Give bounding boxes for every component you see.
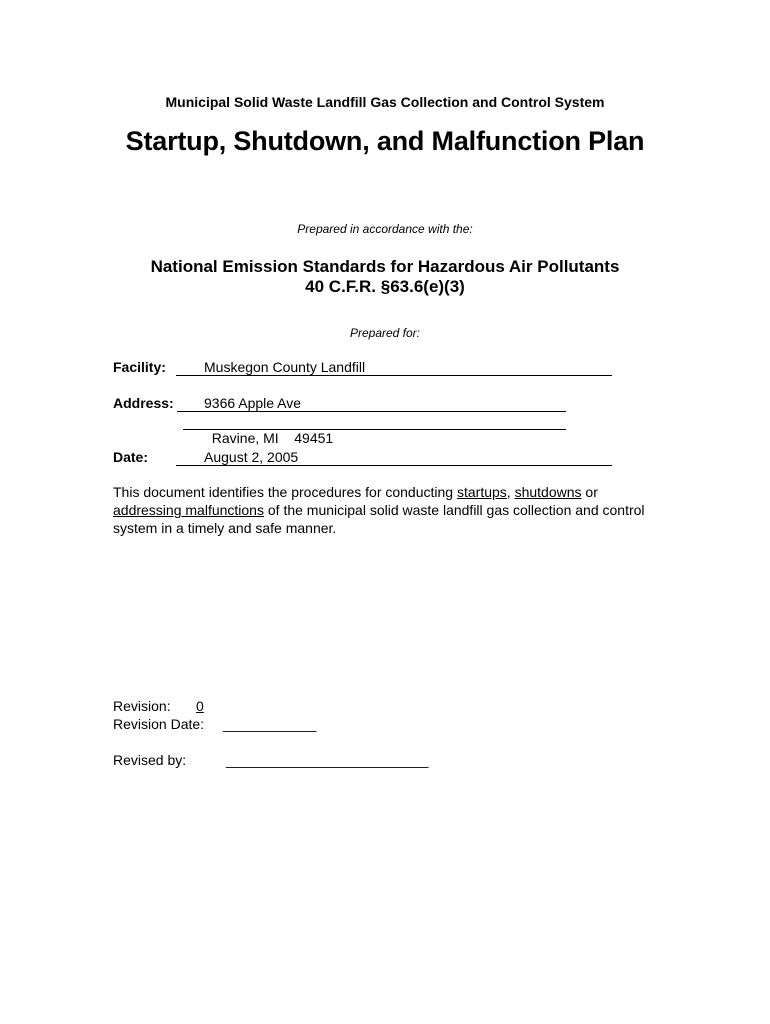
description-text: This document identifies the procedures for conducting xyxy=(113,484,457,500)
addressing-malfunctions-term: addressing malfunctions xyxy=(113,502,264,518)
document-title: Startup, Shutdown, and Malfunction Plan xyxy=(125,126,645,156)
address-line2-value: Ravine, MI 49451 xyxy=(211,430,334,446)
date-label: Date: xyxy=(113,449,149,465)
standards-name: National Emission Standards for Hazardous Air Pollutants xyxy=(150,257,620,276)
facility-field xyxy=(176,359,612,376)
facility-label: Facility: xyxy=(113,359,166,375)
address-label: Address: xyxy=(113,395,174,411)
description-text: or xyxy=(581,484,598,500)
document-description xyxy=(113,483,653,537)
shutdowns-term: shutdowns xyxy=(514,484,582,500)
revision-value: 0 xyxy=(196,698,204,714)
date-field xyxy=(176,449,612,466)
revision-date-blank: ____________ xyxy=(223,716,317,732)
revision-date-label: Revision Date: xyxy=(113,716,205,732)
facility-value: Muskegon County Landfill xyxy=(204,359,366,375)
regulation-citation: 40 C.F.R. §63.6(e)(3) xyxy=(305,277,465,296)
prepared-in-accordance-text: Prepared in accordance with the: xyxy=(297,222,473,236)
description-text: , xyxy=(506,484,515,500)
address-line1-field xyxy=(177,395,566,412)
address-line2-field xyxy=(183,413,566,446)
document-subtitle: Municipal Solid Waste Landfill Gas Collection and Control System xyxy=(165,94,605,110)
description-text: of the municipal solid waste landfill gas collection and control system in a timely and safe manner. xyxy=(113,502,645,536)
date-value: August 2, 2005 xyxy=(204,449,299,465)
standards-heading xyxy=(0,257,770,297)
address-line1-value: 9366 Apple Ave xyxy=(204,395,302,411)
prepared-for-text: Prepared for: xyxy=(349,326,421,340)
revision-label: Revision: xyxy=(113,698,171,714)
revised-by-blank: __________________________ xyxy=(226,752,429,768)
startups-term: startups xyxy=(456,484,507,500)
revised-by-label: Revised by: xyxy=(113,752,187,768)
